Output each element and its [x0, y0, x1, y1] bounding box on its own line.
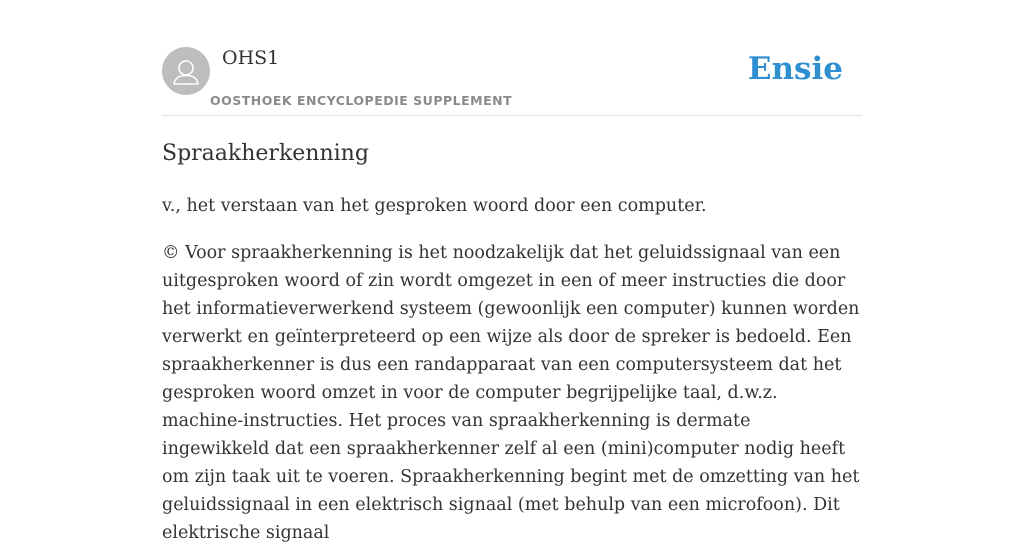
article — [162, 138, 862, 547]
header — [162, 0, 862, 116]
user-placeholder-icon — [162, 47, 210, 95]
source-avatar[interactable] — [162, 47, 210, 95]
source-name[interactable]: OOSTHOEK ENCYCLOPEDIE SUPPLEMENT — [210, 93, 513, 108]
article-title: Spraakherkenning — [162, 141, 369, 166]
ensie-logo[interactable]: Ensie — [747, 51, 843, 87]
source-code[interactable]: OHS1 — [222, 47, 280, 69]
article-body: © Voor spraakherkenning is het noodzakelijk dat het geluidssignaal van een uitgesproken woord of zin wordt omgezet in een of meer instructies die door het informatieverwerkend systeem (gewoonlijk een computer) kunnen worden verwerkt en geïnterpreteerd op een wijze als door de spreker is bedoeld. Een spraakherkenner is dus een randapparaat van een computersysteem dat het gesproken woord omzet in voor de computer begrijpelijke taal, d.w.z. machine-instructies. Het proces van spraakherkenning is dermate ingewikkeld dat een spraakherkenner zelf al een (mini)computer nodig heeft om zijn taak uit te voeren. Spraakherkenning begint met de omzetting van het geluidssignaal in een elektrisch signaal (met behulp van een microfoon). Dit elektrische signaal — [162, 243, 860, 543]
article-definition: v., het verstaan van het gesproken woord door een computer. — [162, 196, 707, 216]
